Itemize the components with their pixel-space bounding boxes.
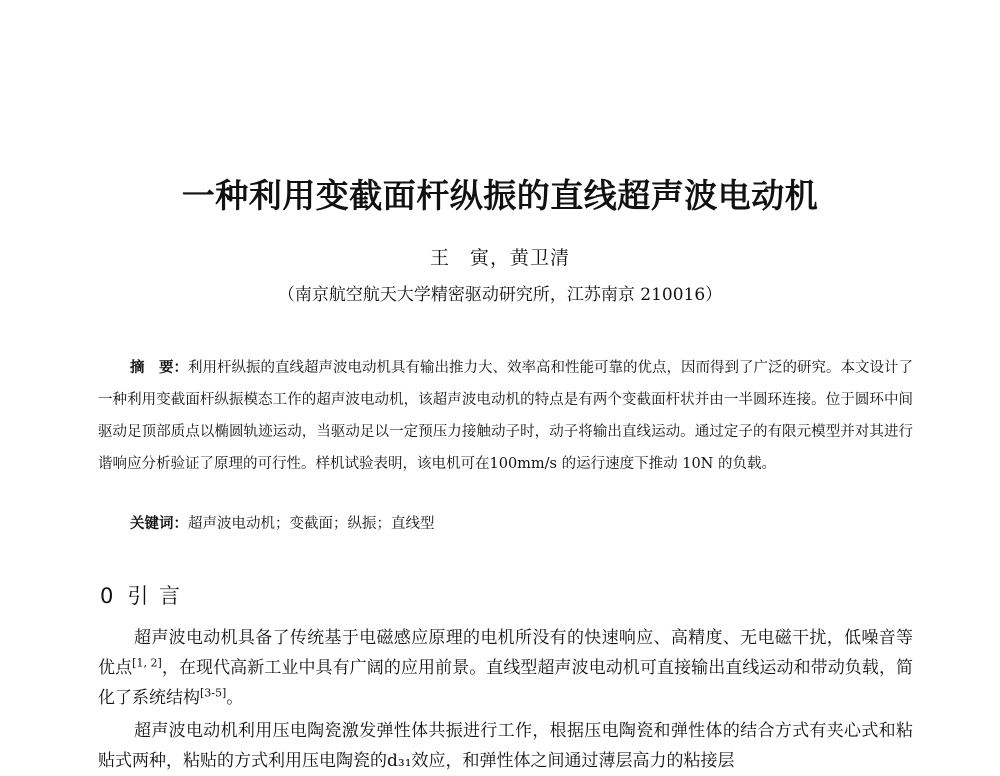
section-heading [100,580,182,610]
abstract-text: 利用杆纵振的直线超声波电动机具有输出推力大、效率高和性能可靠的优点，因而得到了广泛的研究。本文设计了一种利用变截面杆纵振模态工作的超声波电动机，该超声波电动机的特点是有两个变截面杆状并由一半圆环连接。位于圆环中间驱动足顶部质点以椭圆轨迹运动，当驱动足以一定预压力接触动子时，动子将输出直线运动。通过定子的有限元模型并对其进行谐响应分析验证了原理的可行性。样机试验表明，该电机可在100mm/s 的运行速度下推动 10N 的负载。 [98,360,913,472]
paper-affiliation: （南京航空航天大学精密驱动研究所，江苏南京 210016） [277,285,723,305]
citation-3-5: [3-5] [200,686,227,700]
intro-paragraph-1 [98,623,913,713]
intro-p1-part-a: 超声波电动机具备了传统基于电磁感应原理的电机所没有的快速响应、高精度、无电磁干扰，低噪音等优点 [98,628,913,678]
intro-p1-part-b: ，在现代高新工业中具有广阔的应用前景。直线型超声波电动机可直接输出直线运动和带动负载，简化了系统结构 [98,658,914,708]
keywords-label: 关键词： [130,515,188,532]
abstract-label: 摘 要： [130,359,188,376]
paper-authors: 王 寅，黄卫清 [429,247,570,269]
keywords-block [130,510,910,538]
keywords-text: 超声波电动机；变截面；纵振；直线型 [188,516,435,532]
intro-paragraph-2: 超声波电动机利用压电陶瓷激发弹性体共振进行工作，根据压电陶瓷和弹性体的结合方式有夹心式和粘贴式两种，粘贴的方式利用压电陶瓷的d₃₁效应，和弹性体之间通过薄层高力的粘接层 [98,721,913,771]
abstract-block [98,352,913,480]
section-number: 0 [100,584,116,608]
citation-1-2: [1, 2] [132,656,162,670]
intro-p1-part-c: 。 [226,688,244,708]
section-title: 引 言 [127,584,183,608]
paper-title: 一种利用变截面杆纵振的直线超声波电动机 [181,176,819,215]
